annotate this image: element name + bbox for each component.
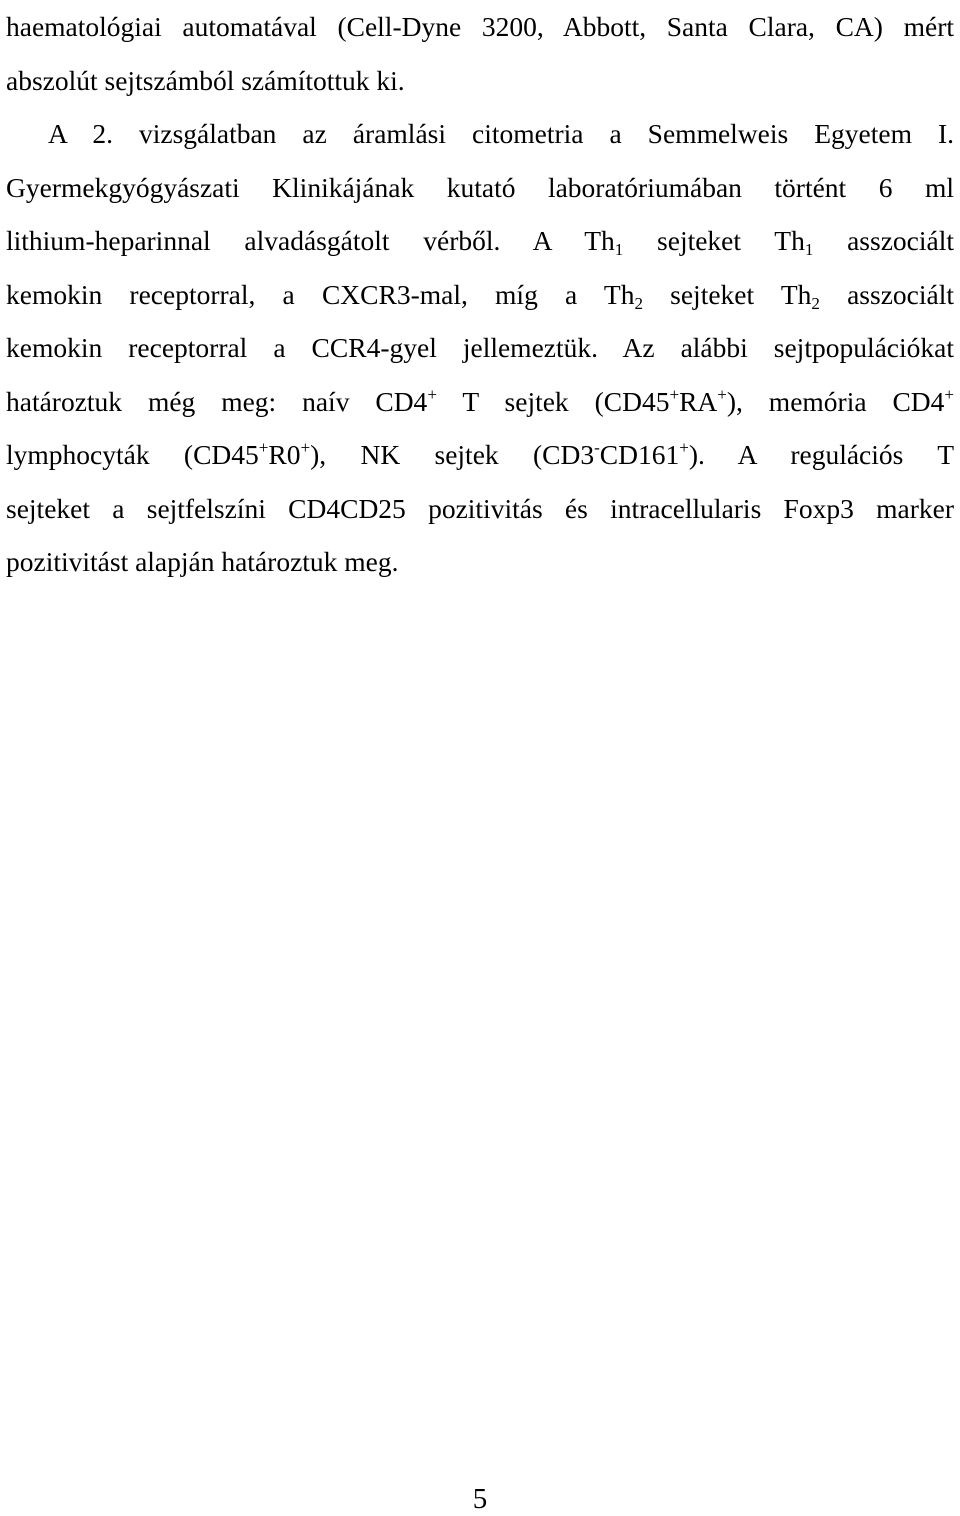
text-fragment: CD161 [599, 439, 680, 470]
text-fragment: ). A regulációs T [688, 439, 954, 470]
text-line-6 [6, 268, 954, 322]
text-fragment: lymphocyták (CD45 [6, 439, 259, 470]
text-fragment: határoztuk még meg: naív CD4 [6, 385, 428, 417]
text-line-5 [6, 214, 954, 268]
text-fragment: sejteket Th [623, 225, 805, 256]
text-line-2: abszolút sejtszámból számítottuk ki. [6, 64, 405, 96]
text-line-11: pozitivitást alapján határoztuk meg. [6, 546, 399, 577]
text-line-3: A 2. vizsgálatban az áramlási citometria a Semmelweis Egyetem I. [48, 118, 954, 149]
text-line-1: haematológiai automatával (Cell-Dyne 3200, Abbott, Santa Clara, CA) mért [6, 11, 954, 42]
superscript: + [679, 438, 689, 458]
text-fragment: T sejtek (CD45 [436, 385, 670, 417]
page-number: 5 [472, 1483, 488, 1515]
text-fragment: asszociált [813, 225, 954, 256]
text-fragment: sejteket Th [642, 278, 812, 310]
subscript: 1 [804, 240, 814, 260]
body-paragraph [6, 0, 954, 589]
text-fragment: RA [679, 385, 718, 417]
text-line-7: kemokin receptorral a CCR4-gyel jellemeztük. Az alábbi sejtpopulációkat [6, 332, 954, 363]
subscript: 2 [811, 293, 820, 313]
text-line-10: sejteket a sejtfelszíni CD4CD25 pozitivitás és intracellularis Foxp3 marker [6, 492, 954, 524]
text-line-9 [6, 428, 954, 482]
text-fragment: R0 [268, 439, 301, 470]
subscript: 1 [614, 240, 624, 260]
text-line-4: Gyermekgyógyászati Klinikájának kutató laboratóriumában történt 6 ml [6, 171, 954, 203]
text-fragment: lithium-heparinnal alvadásgátolt vérből. A Th [6, 225, 615, 256]
superscript: + [669, 384, 680, 404]
superscript: - [594, 438, 600, 458]
superscript: + [717, 384, 727, 404]
text-line-8 [6, 375, 954, 429]
text-fragment: asszociált [819, 278, 954, 310]
text-fragment: ), memória CD4 [726, 385, 945, 417]
superscript: + [300, 438, 311, 458]
superscript: + [258, 438, 269, 458]
text-fragment: kemokin receptorral, a CXCR3-mal, míg a Th [6, 278, 635, 310]
text-fragment: ), NK sejtek (CD3 [310, 439, 595, 470]
subscript: 2 [634, 293, 643, 313]
superscript: + [427, 384, 437, 404]
superscript: + [944, 384, 954, 404]
